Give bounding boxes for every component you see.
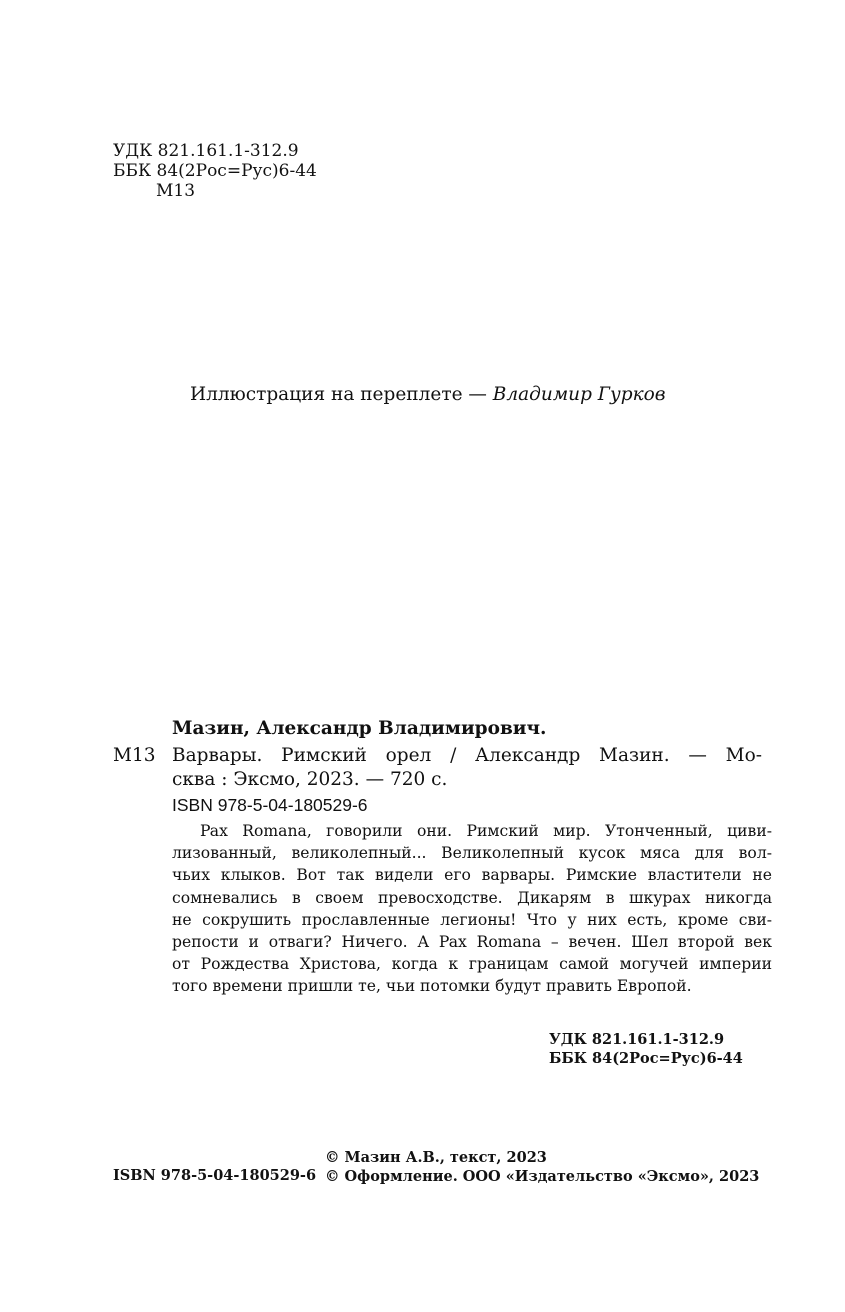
copyright-text: © Мазин А.В., текст, 2023 [325, 1149, 547, 1166]
catalog-author-mark: М13 [113, 745, 156, 766]
annotation-line: чьих клыков. Вот так видели его варвары. Римские властители не [172, 866, 772, 885]
annotation-line: Pax Romana, говорили они. Римский мир. Утонченный, циви- [200, 822, 772, 840]
catalog-isbn: ISBN 978-5-04-180529-6 [172, 795, 368, 815]
bbk-code-bottom: ББК 84(2Рос=Рус)6-44 [549, 1050, 743, 1067]
annotation-line: от Рождества Христова, когда к границам самой могучей империи [172, 955, 772, 974]
illustration-label: Иллюстрация на переплете — [190, 384, 493, 405]
annotation-line: не сокрушить прославленные легионы! Что у них есть, кроме сви- [172, 910, 772, 929]
annotation-line: того времени пришли те, чьи потомки будут править Европой. [172, 977, 692, 996]
annotation-line: лизованный, великолепный... Великолепный кусок мяса для вол- [172, 844, 772, 863]
isbn-bottom: ISBN 978-5-04-180529-6 [113, 1167, 317, 1184]
copyright-design: © Оформление. ООО «Издательство «Эксмо», 2023 [325, 1168, 760, 1185]
annotation-line: репости и отваги? Ничего. А Pax Romana – вечен. Шел второй век [172, 933, 772, 952]
catalog-title-line-1: Варвары. Римский орел / Александр Мазин. — Мо- [172, 745, 762, 766]
illustration-credit [190, 384, 666, 405]
author-mark-top: М13 [156, 181, 196, 201]
annotation-line: сомневались в своем превосходстве. Дикарям в шкурах никогда [172, 888, 772, 907]
bbk-code-top: ББК 84(2Рос=Рус)6-44 [113, 161, 317, 181]
annotation [172, 820, 772, 998]
catalog-title-line-2: сква : Эксмо, 2023. — 720 с. [172, 769, 448, 790]
catalog-author: Мазин, Александр Владимирович. [172, 718, 547, 739]
udk-code-bottom: УДК 821.161.1-312.9 [549, 1031, 725, 1048]
illustrator-name: Владимир Гурков [492, 384, 666, 405]
udk-code-top: УДК 821.161.1-312.9 [113, 141, 299, 161]
